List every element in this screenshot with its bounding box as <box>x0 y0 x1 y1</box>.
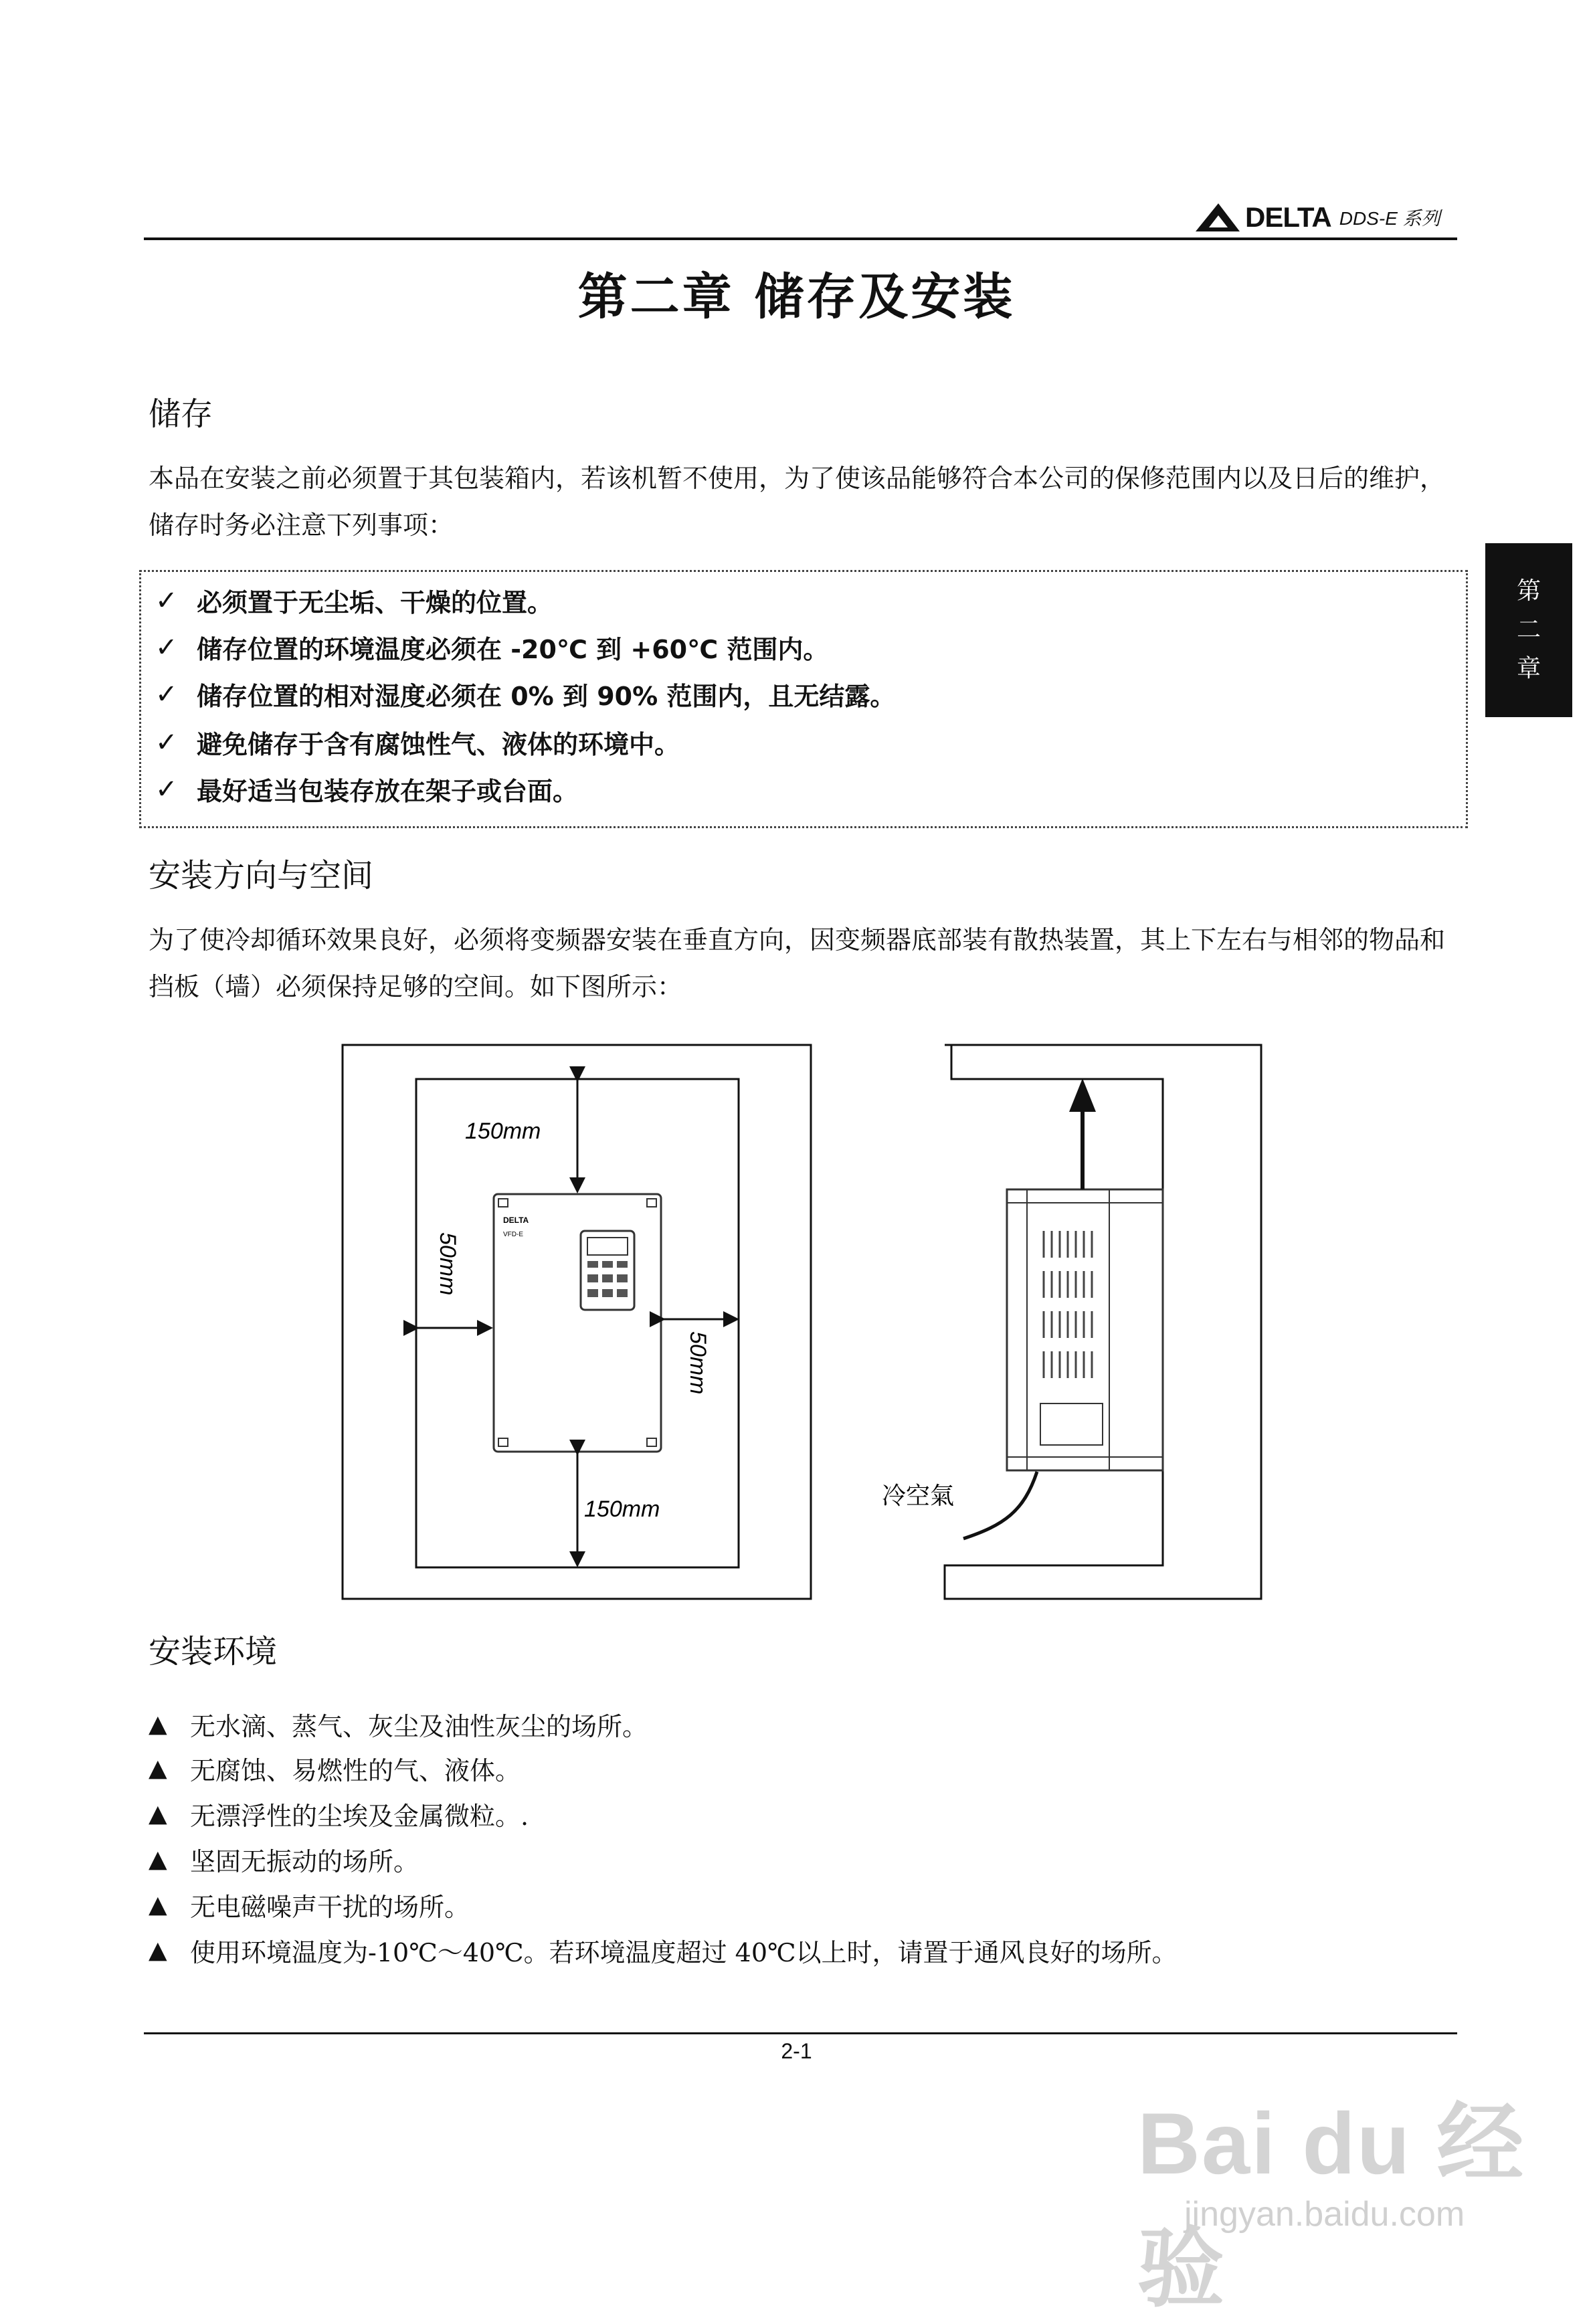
storage-intro: 本品在安装之前必须置于其包装箱内，若该机暂不使用，为了使该品能够符合本公司的保修范围内以及日后的维护，储存时务必注意下列事项： <box>149 464 1446 540</box>
triangle-icon: ▲ <box>149 1800 167 1828</box>
triangle-icon: ▲ <box>149 1755 167 1782</box>
keypad-buttons <box>587 1261 628 1297</box>
list-item: ✓ 避免储存于含有腐蚀性气、液体的环境中。 <box>155 727 680 759</box>
orientation-heading: 安装方向与空间 <box>149 857 374 894</box>
environment-heading: 安装环境 <box>149 1633 278 1670</box>
side-label-plate <box>1040 1403 1103 1445</box>
cold-air-label: 冷空氣 <box>882 1482 955 1509</box>
list-item: ▲ 无漂浮性的尘埃及金属微粒。. <box>149 1800 529 1831</box>
label-right-gap: 50mm <box>685 1331 711 1395</box>
triangle-icon: ▲ <box>149 1891 167 1919</box>
list-item: ▲ 无腐蚀、易燃性的气、液体。 <box>149 1755 521 1785</box>
check-icon: ✓ <box>155 727 178 758</box>
keypad-display <box>587 1238 628 1255</box>
label-top-gap: 150mm <box>465 1119 541 1144</box>
check-icon: ✓ <box>155 632 178 663</box>
check-icon: ✓ <box>155 585 178 616</box>
label-left-gap: 50mm <box>435 1232 460 1296</box>
chapter-tab-char: 二 <box>1516 616 1541 644</box>
device-model: VFD-E <box>503 1231 523 1238</box>
list-item: ▲ 无水滴、蒸气、灰尘及油性灰尘的场所。 <box>149 1711 648 1741</box>
cold-air-curve <box>963 1472 1037 1539</box>
storage-heading: 储存 <box>149 395 213 433</box>
list-item: ✓ 储存位置的环境温度必须在 -20℃ 到 +60℃ 范围内。 <box>155 632 829 664</box>
baidu-watermark <box>1137 2034 1566 2317</box>
triangle-icon: ▲ <box>149 1711 167 1738</box>
airflow-arrow-icon <box>1069 1078 1096 1112</box>
check-icon: ✓ <box>155 678 178 710</box>
logo-text: DELTA <box>1245 201 1331 233</box>
label-bottom-gap: 150mm <box>584 1496 660 1522</box>
device-logo: DELTA <box>503 1216 529 1225</box>
chapter-tab-char: 章 <box>1516 655 1541 682</box>
page-number: 2-1 <box>781 2039 812 2063</box>
page-title: 第二章 储存及安装 <box>577 268 1016 326</box>
triangle-icon: ▲ <box>149 1846 167 1873</box>
triangle-icon: ▲ <box>149 1937 167 1964</box>
check-icon: ✓ <box>155 773 178 805</box>
chapter-tab-char: 第 <box>1516 577 1541 605</box>
list-item: ✓ 必须置于无尘垢、干燥的位置。 <box>155 585 553 617</box>
list-item: ▲ 坚固无振动的场所。 <box>149 1846 419 1876</box>
series-label: DDS-E 系列 <box>1339 208 1440 229</box>
orientation-intro: 为了使冷却循环效果良好，必须将变频器安装在垂直方向，因变频器底部装有散热装置，其上下左右与相邻的物品和挡板（墙）必须保持足够的空间。如下图所示： <box>149 925 1446 1001</box>
list-item: ✓ 最好适当包装存放在架子或台面。 <box>155 773 579 806</box>
list-item: ▲ 无电磁噪声干扰的场所。 <box>149 1891 470 1922</box>
watermark-sub: jingyan.baidu.com <box>1184 2195 1465 2234</box>
watermark-main: Bai du 经验 <box>1137 2095 1525 2317</box>
list-item: ▲ 使用环境温度为-10℃～40℃。若环境温度超过 40℃以上时，请置于通风良好的场所。 <box>149 1937 1178 1967</box>
list-item: ✓ 储存位置的相对湿度必须在 0% 到 90% 范围内，且无结露。 <box>155 678 896 711</box>
